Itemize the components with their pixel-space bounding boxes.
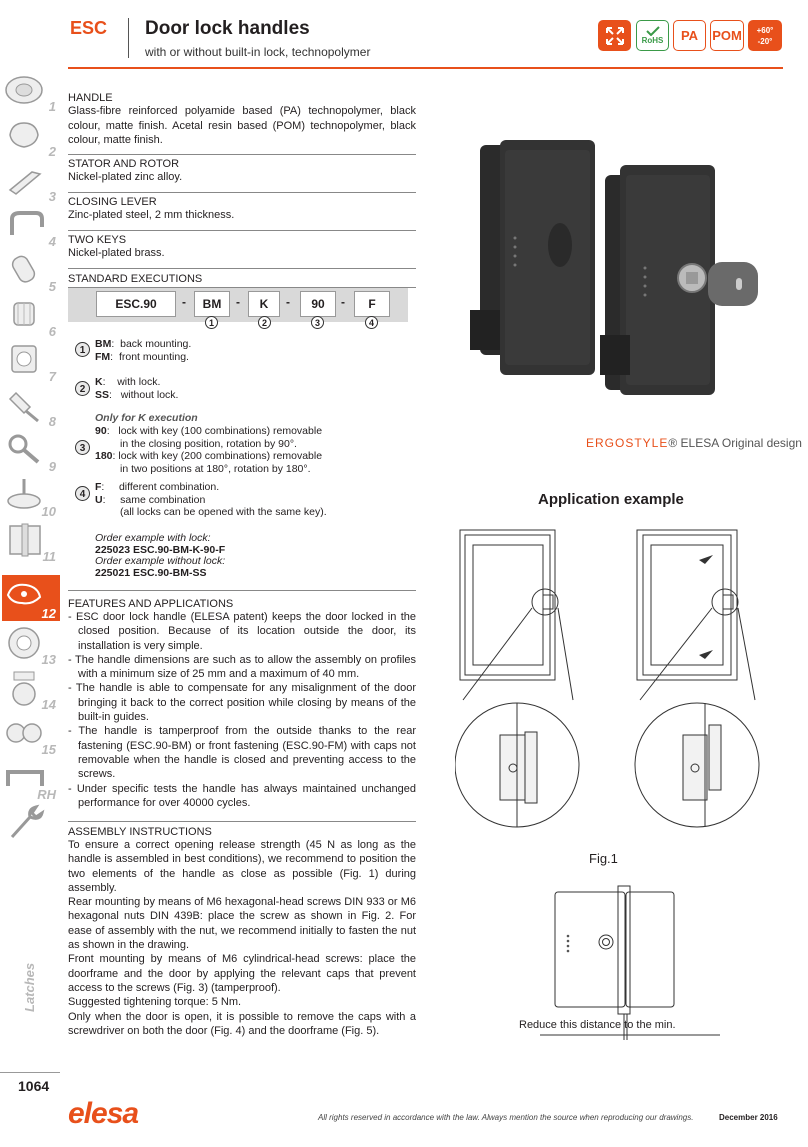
sidebar-num: RH	[37, 787, 56, 802]
section-heading: TWO KEYS	[68, 234, 127, 246]
temp-max: +60°	[756, 25, 774, 35]
marker: 1	[205, 316, 218, 329]
ergostyle-label: ERGOSTYLE® ELESA Original design	[586, 436, 802, 450]
sidebar-num: 6	[48, 324, 56, 339]
option-group-3: 90: lock with key (100 combinations) removable in the closing position, rotation by 90°. 180: lock with key (200 combinations) removable in two positions at 180°, rotation by 180°.	[95, 425, 323, 475]
expand-arrows-icon	[604, 25, 626, 47]
section-heading: HANDLE	[68, 92, 113, 104]
code-lock: K	[248, 291, 280, 317]
threaded-knob-icon	[2, 295, 52, 335]
k-execution-label: Only for K execution	[95, 412, 198, 424]
option-marker: 2	[75, 381, 90, 396]
sidebar-item-6[interactable]	[2, 295, 60, 339]
section-heading: ASSEMBLY INSTRUCTIONS	[68, 826, 212, 838]
ring-bolt-icon	[2, 430, 52, 470]
lever-section	[68, 196, 416, 223]
features-section	[68, 598, 416, 810]
order-examples: Order example with lock: 225023 ESC.90-BM-K-90-F Order example without lock: 225021 ESC.90-BM-SS	[95, 532, 226, 579]
page-title: Door lock handles	[145, 18, 310, 39]
paragraph: Front mounting by means of M6 cylindrical-head screws: place the doorframe and the door by applying the relevant caps that prevent access to the screws (Fig. 3) (tamperproof).	[68, 953, 416, 994]
section-text: Nickel-plated zinc alloy.	[68, 171, 183, 183]
list-item: - The handle is tamperproof from the outside thanks to the rear fastening (ESC.90-BM) or front fastening (ESC.90-FM) with caps not removable when the handle is closed and preventing access to the screws.	[68, 725, 416, 781]
code-sep: -	[341, 295, 345, 309]
sidebar-item-4[interactable]	[2, 205, 60, 249]
code-base: ESC.90	[96, 291, 176, 317]
code-sep: -	[286, 295, 290, 309]
sidebar-item-11[interactable]	[2, 520, 60, 564]
sidebar-item-rh[interactable]	[2, 758, 60, 802]
marker: 4	[365, 316, 378, 329]
rohs-label: RoHS	[641, 36, 664, 45]
temperature-badge	[748, 20, 782, 51]
divider	[68, 590, 416, 591]
copyright-notice: All rights reserved in accordance with the law. Always mention the source when reproducing our drawings.	[318, 1113, 694, 1122]
divider	[68, 230, 416, 231]
section-heading: FEATURES AND APPLICATIONS	[68, 598, 234, 610]
sidebar-item-9[interactable]	[2, 430, 60, 474]
paragraph: Only when the door is open, it is possible to remove the caps with a screwdriver on both the door (Fig. 4) and the doorframe (Fig. 5).	[68, 1010, 416, 1037]
divider	[68, 154, 416, 155]
wrench-icon	[2, 803, 52, 843]
sidebar-num: 5	[48, 279, 56, 294]
list-item: - The handle dimensions are such as to allow the assembly on profiles with a minimum size of 25 mm and a maximum of 40 mm.	[68, 653, 416, 681]
section-text: Nickel-plated brass.	[68, 247, 165, 259]
category-label: Latches	[22, 962, 37, 1012]
knob-icon	[2, 115, 52, 155]
paragraph: Rear mounting by means of M6 hexagonal-head screws DIN 933 or M6 hexagonal nuts DIN 439B: place the screw as shown in Fig. 2. For ease of assembly with the nut, we recommend initially to fasten the nut as shown in the drawing.	[68, 896, 416, 952]
category-sidebar	[0, 70, 60, 1070]
list-item: - The handle is able to compensate for any misalignment of the door bringing it back to the correct position while closing by means of the built-in guides.	[68, 682, 416, 724]
sidebar-num: 13	[41, 652, 56, 667]
section-heading: STANDARD EXECUTIONS	[68, 273, 203, 285]
option-group-1: BM: back mounting. FM: front mounting.	[95, 338, 192, 363]
paragraph: To ensure a correct opening release strength (45 N as long as the handle is assembled in best conditions), we recommend to position the two elements of the handle as close as possible (Fig. 1) during assembly.	[68, 839, 416, 894]
divider	[68, 821, 416, 822]
checkmark-icon	[645, 26, 661, 36]
section-heading: CLOSING LEVER	[68, 196, 157, 208]
elesa-logo: elesa	[68, 1097, 139, 1130]
sidebar-num: 4	[48, 234, 56, 249]
standard-section	[68, 273, 416, 285]
sidebar-item-10[interactable]	[2, 475, 60, 519]
code-rotation: 90	[300, 291, 336, 317]
features-list	[68, 610, 416, 810]
paragraph: Suggested tightening torque: 5 Nm.	[68, 996, 242, 1009]
sidebar-item-3[interactable]	[2, 160, 60, 204]
temp-min: -20°	[757, 36, 773, 46]
page-number-rule	[0, 1072, 60, 1073]
code-combination: F	[354, 291, 390, 317]
plunger-icon	[2, 385, 52, 425]
section-heading: STATOR AND ROTOR	[68, 158, 180, 170]
code-sep: -	[182, 295, 186, 309]
sidebar-num: 8	[48, 414, 56, 429]
assembly-section	[68, 826, 416, 1038]
sidebar-item-13[interactable]	[2, 623, 60, 667]
sidebar-num: 11	[42, 549, 56, 564]
figure-caption: Reduce this distance to the min.	[519, 1019, 676, 1031]
keys-section	[68, 234, 416, 261]
sidebar-item-7[interactable]	[2, 340, 60, 384]
application-title: Application example	[538, 491, 684, 508]
page-number: 1064	[18, 1078, 50, 1094]
sidebar-num: 10	[41, 504, 56, 519]
sidebar-item-12[interactable]	[2, 575, 60, 621]
pom-badge: POM	[710, 20, 744, 51]
option-marker: 1	[75, 342, 90, 357]
sidebar-item-2[interactable]	[2, 115, 60, 159]
list-item: - Under specific tests the handle has always maintained unchanged performance for over 40000 cycles.	[68, 782, 416, 809]
sidebar-num: 1	[48, 99, 56, 114]
pa-badge: PA	[673, 20, 706, 51]
rohs-badge	[636, 20, 669, 51]
sidebar-item-15[interactable]	[2, 713, 60, 757]
sidebar-num: 12	[41, 606, 56, 621]
page-subtitle: with or without built-in lock, technopolymer	[145, 45, 371, 59]
option-marker: 3	[75, 440, 90, 455]
sidebar-num: 9	[48, 459, 56, 474]
sidebar-item-tools[interactable]	[2, 803, 60, 847]
grip-knob-icon	[2, 250, 52, 290]
code-sep: -	[236, 295, 240, 309]
divider	[68, 192, 416, 193]
header-rule	[68, 67, 783, 69]
marker: 3	[311, 316, 324, 329]
lever-icon	[2, 160, 52, 200]
option-marker: 4	[75, 486, 90, 501]
product-photo	[460, 120, 780, 410]
section-text: Glass-fibre reinforced polyamide based (PA) technopolymer, black colour, matte finish. Acetal resin based (POM) technopolymer, black colour, matte finish.	[68, 105, 416, 147]
section-text: Zinc-plated steel, 2 mm thickness.	[68, 209, 235, 221]
marker: 2	[258, 316, 271, 329]
handle-section	[68, 92, 416, 148]
sidebar-item-14[interactable]	[2, 668, 60, 712]
sidebar-num: 14	[41, 697, 56, 712]
stator-section	[68, 158, 416, 185]
application-drawing	[455, 520, 785, 840]
list-item: - ESC door lock handle (ELESA patent) keeps the door locked in the closed position. Because of its location outside the door, its installation is very simple.	[68, 611, 416, 652]
header-separator	[128, 18, 129, 58]
option-group-4: F: different combination. U: same combination (all locks can be opened with the same key).	[95, 481, 327, 518]
indicator-icon	[2, 340, 52, 380]
handwheel-icon	[2, 70, 52, 110]
publication-date: December 2016	[719, 1113, 778, 1122]
sidebar-item-8[interactable]	[2, 385, 60, 429]
ergo-badge	[598, 20, 631, 51]
divider	[68, 268, 416, 269]
figure-label: Fig.1	[589, 851, 618, 866]
sidebar-num: 15	[41, 742, 56, 757]
sidebar-item-1[interactable]	[2, 70, 60, 114]
sidebar-item-5[interactable]	[2, 250, 60, 294]
code-mount: BM	[194, 291, 230, 317]
sidebar-num: 7	[48, 369, 56, 384]
sidebar-num: 2	[48, 144, 56, 159]
sidebar-num: 3	[48, 189, 56, 204]
product-code: ESC	[70, 18, 108, 38]
pull-handle-icon	[2, 205, 52, 245]
option-group-2: K: with lock. SS: without lock.	[95, 376, 179, 401]
